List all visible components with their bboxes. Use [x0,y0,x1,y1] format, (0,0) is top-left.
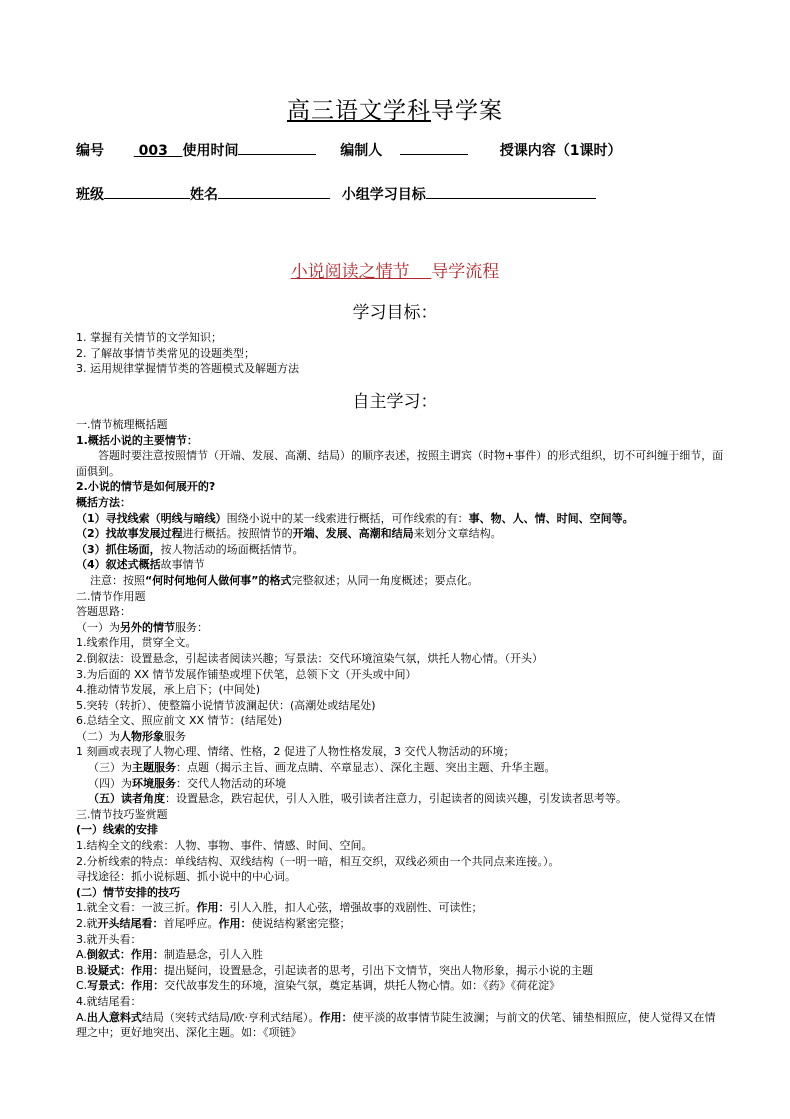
technique-2: 2.就开头结尾看：首尾呼应。作用：使说结构紧密完整； [76,917,351,930]
purpose-5: （五）读者角度：设置悬念，跌宕起伏，引人入胜，吸引读者注意力，引起读者的阅读兴趣，引发读者思考等。 [88,792,627,806]
purpose-item: 4.推动情节发展，承上启下；(中间处) [76,683,261,697]
purpose-item: 6.总结全文、照应前文 XX 情节：(结尾处) [76,714,283,728]
goals-heading: 学习目标： [352,303,438,323]
time-label: 使用时间 [182,143,239,159]
subtitle-main: 小说阅读之情节 [290,262,410,282]
class-label: 班级 [76,187,104,203]
purpose-4: （四）为环境服务：交代人物活动的环境 [88,776,286,790]
group-label: 小组学习目标 [341,187,426,203]
self-study-body [76,417,726,1041]
meta-line-2 [76,184,596,204]
subtitle-suffix: 导学流程 [431,262,500,282]
opening-a: A.倒叙式：作用：制造悬念，引人入胜 [76,948,263,962]
section-1-heading: 一.情节梳理概括题 [76,418,168,431]
goal-item: 3. 运用规律掌握情节类的答题模式及解题方法 [76,362,299,376]
goals-list [76,330,726,377]
question-1: 1.概括小说的主要情节： [76,433,198,447]
method-3: （3）抓住场面，按人物活动的场面概括情节。 [76,542,304,556]
purpose-2: （二）为人物形象服务 [76,729,186,743]
name-label: 姓名 [190,187,218,203]
section-2-heading: 二.情节作用题 [76,589,146,603]
time-blank[interactable] [238,140,316,155]
name-blank[interactable] [218,184,330,199]
technique-4: 4.就结尾看： [76,994,142,1008]
purpose-1: （一）为另外的情节服务： [76,620,208,634]
goal-item: 1. 掌握有关情节的文学知识； [76,331,222,344]
purpose-item: 5.突转（转折）、使整篇小说情节波澜起伏：(高潮处或结尾处) [76,698,376,712]
purpose-3: （三）为主题服务：点题（揭示主旨、画龙点睛、卒章显志）、深化主题、突出主题、升华主题。 [88,761,556,775]
number-label: 编号 [76,143,104,159]
goal-item: 2. 了解故事情节类常见的设题类型； [76,346,255,360]
approach-label: 答题思路： [76,605,131,619]
number-value: 003 [138,143,168,159]
method-4: （4）叙述式概括故事情节 [76,558,205,572]
method-label: 概括方法： [76,495,131,509]
section-subtitle [0,257,790,282]
technique-3: 3.就开头看： [76,932,142,946]
method-1: （1）寻找线索（明线与暗线）围绕小说中的某一线索进行概括，可作线索的有：事、物、人、情、时间、空间等。 [76,511,634,525]
section-3-heading: 三.情节技巧鉴赏题 [76,807,168,821]
method-2: （2）找故事发展过程进行概括。按照情节的开端、发展、高潮和结局来划分文章结构。 [76,527,502,541]
purpose-item: 2.倒叙法：设置悬念，引起读者阅读兴趣；写景法：交代环境渲染气氛，烘托人物心情。（开头） [76,651,543,665]
opening-b: B.设疑式：作用：提出疑问，设置悬念，引起读者的思考，引出下文情节，突出人物形象，揭示小说的主题 [76,963,594,977]
title-underlined: 高三语文学科 [287,98,431,124]
technique-heading: (二）情节安排的技巧 [76,885,181,899]
clue-heading: (一）线索的安排 [76,823,159,837]
content-label: 授课内容（1课时） [499,143,622,159]
author-label: 编制人 [340,143,383,159]
ending-a: A.出人意料式结局（突转式结局/欧·亨利式结尾）。作用：使平淡的故事情节陡生波澜；与前文的伏笔、铺垫相照应，使人觉得又在情理之中；更好地突出、深化主题。如：《项链》 [76,1010,716,1040]
page-title [0,92,790,125]
technique-1: 1.就全文看：一波三折。作用：引人入胜，扣人心弦，增强故事的戏剧性、可读性； [76,901,483,915]
self-study-heading: 自主学习： [352,392,438,412]
clue-item: 1.结构全文的线索：人物、事物、事件、情感、时间、空间。 [76,839,373,853]
group-blank[interactable] [426,184,596,199]
clue-item: 2.分析线索的特点：单线结构、双线结构（一明一暗，相互交织，双线必须由一个共同点来连接。）。 [76,854,560,868]
method-note: 注意：按照“何时何地何人做何事”的格式完整叙述；从同一角度概述；要点化。 [90,573,479,587]
author-blank[interactable] [400,140,468,155]
clue-item: 寻找途径：抓小说标题、抓小说中的中心词。 [76,870,296,884]
purpose-item: 3.为后面的 XX 情节发展作铺垫或埋下伏笔，总领下文（开头或中间） [76,667,417,681]
opening-c: C.写景式：作用：交代故事发生的环境，渲染气氛，奠定基调，烘托人物心情。如：《药》《荷花淀》 [76,979,561,993]
question-1-text: 答题时要注意按照情节（开端、发展、高潮、结局）的顺序表述，按照主谓宾（时物+事件）的形式组织，切不可纠缠于细节，面面俱到。 [76,449,724,478]
title-rest: 导学案 [431,98,503,124]
class-blank[interactable] [104,184,190,199]
purpose-2-text: 1 刻画或表现了人物心理、情绪、性格，2 促进了人物性格发展，3 交代人物活动的环境； [76,745,515,759]
purpose-item: 1.线索作用，贯穿全文。 [76,636,197,650]
meta-line-1 [76,140,621,160]
question-2: 2.小说的情节是如何展开的? [76,480,216,494]
